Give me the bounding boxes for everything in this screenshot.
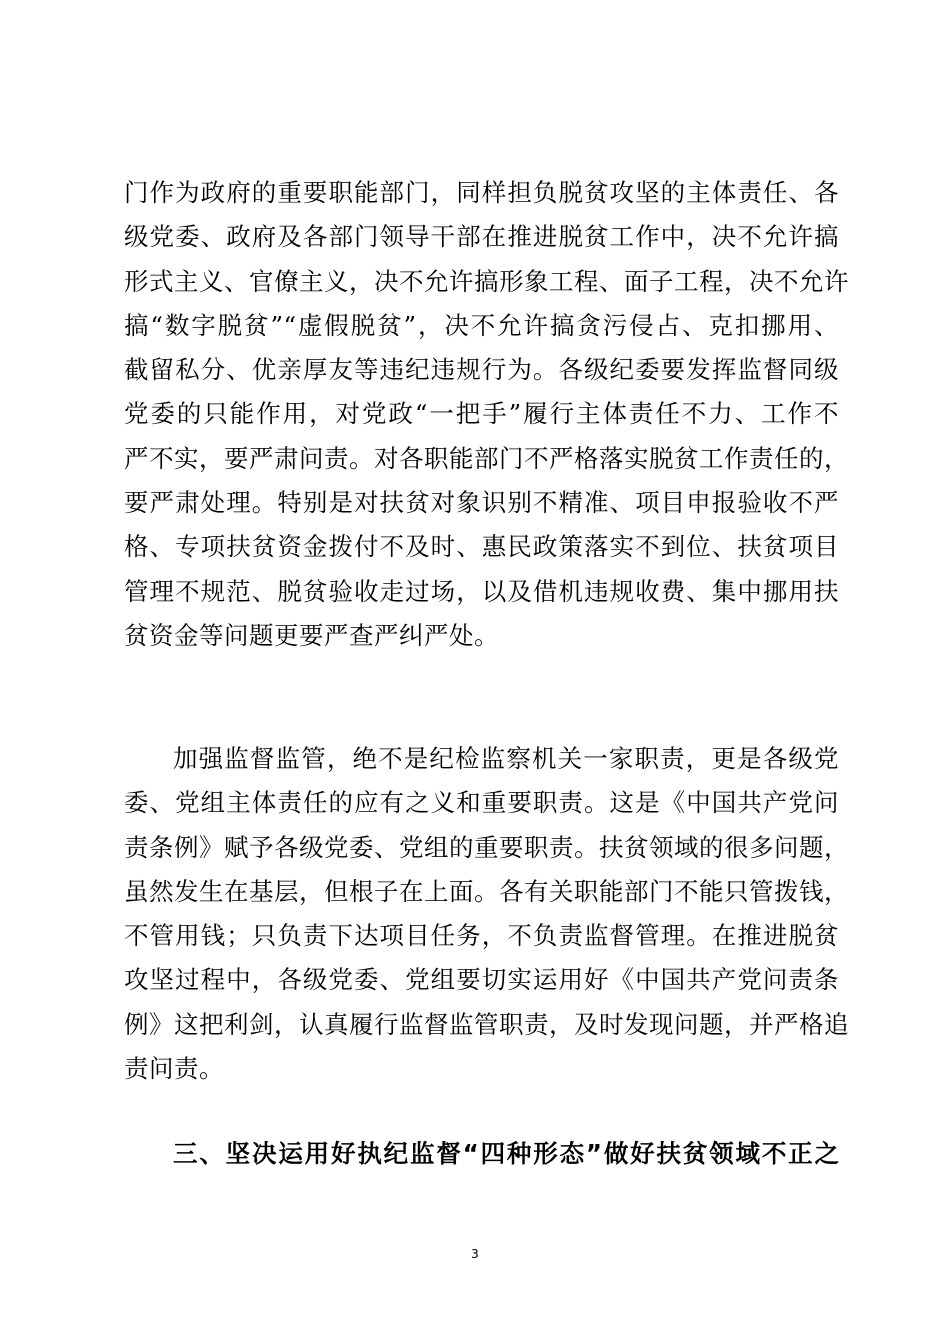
text-line: 贫资金等问题更要严查严纠严处。 xyxy=(124,620,499,650)
text-line: 虽然发生在基层，但根子在上面。各有关职能部门不能只管拨钱， xyxy=(124,876,849,906)
paragraph-1 xyxy=(124,171,849,658)
section-heading: 三、坚决运用好执纪监督“四种形态”做好扶贫领域不正之 xyxy=(173,1139,839,1168)
text-line: 搞“数字脱贫”“虚假脱贫”，决不允许搞贪污侵占、克扣挪用、 xyxy=(124,310,839,340)
text-line: 不管用钱；只负责下达项目任务，不负责监督管理。在推进脱贫 xyxy=(124,921,839,951)
text-line: 委、党组主体责任的应有之义和重要职责。这是《中国共产党问 xyxy=(124,788,839,818)
text-line: 严不实，要严肃问责。对各职能部门不严格落实脱贫工作责任的， xyxy=(124,443,849,473)
text-line: 门作为政府的重要职能部门，同样担负脱贫攻坚的主体责任、各 xyxy=(124,178,839,207)
text-line: 格、专项扶贫资金拨付不及时、惠民政策落实不到位、扶贫项目 xyxy=(124,532,839,562)
text-line: 级党委、政府及各部门领导干部在推进脱贫工作中，决不允许搞 xyxy=(124,222,839,252)
text-line: 党委的只能作用，对党政“一把手”履行主体责任不力、工作不 xyxy=(124,399,839,429)
text-line: 截留私分、优亲厚友等违纪违规行为。各级纪委要发挥监督同级 xyxy=(124,355,839,385)
text-line: 责问责。 xyxy=(124,1054,224,1084)
text-line: 例》这把利剑，认真履行监督监管职责，及时发现问题，并严格追 xyxy=(124,1009,849,1039)
text-line: 管理不规范、脱贫验收走过场，以及借机违规收费、集中挪用扶 xyxy=(124,576,839,606)
text-line: 要严肃处理。特别是对扶贫对象识别不精准、项目申报验收不严 xyxy=(124,488,839,518)
text-line: 形式主义、官僚主义，决不允许搞形象工程、面子工程，决不允许 xyxy=(124,266,849,296)
text-line: 加强监督监管，绝不是纪检监察机关一家职责，更是各级党 xyxy=(173,744,839,773)
page-number: 3 xyxy=(471,1247,479,1261)
text-line: 责条例》赋予各级党委、党组的重要职责。扶贫领域的很多问题， xyxy=(124,832,849,862)
text-line: 攻坚过程中，各级党委、党组要切实运用好《中国共产党问责条 xyxy=(124,965,839,995)
paragraph-2 xyxy=(124,737,849,1091)
